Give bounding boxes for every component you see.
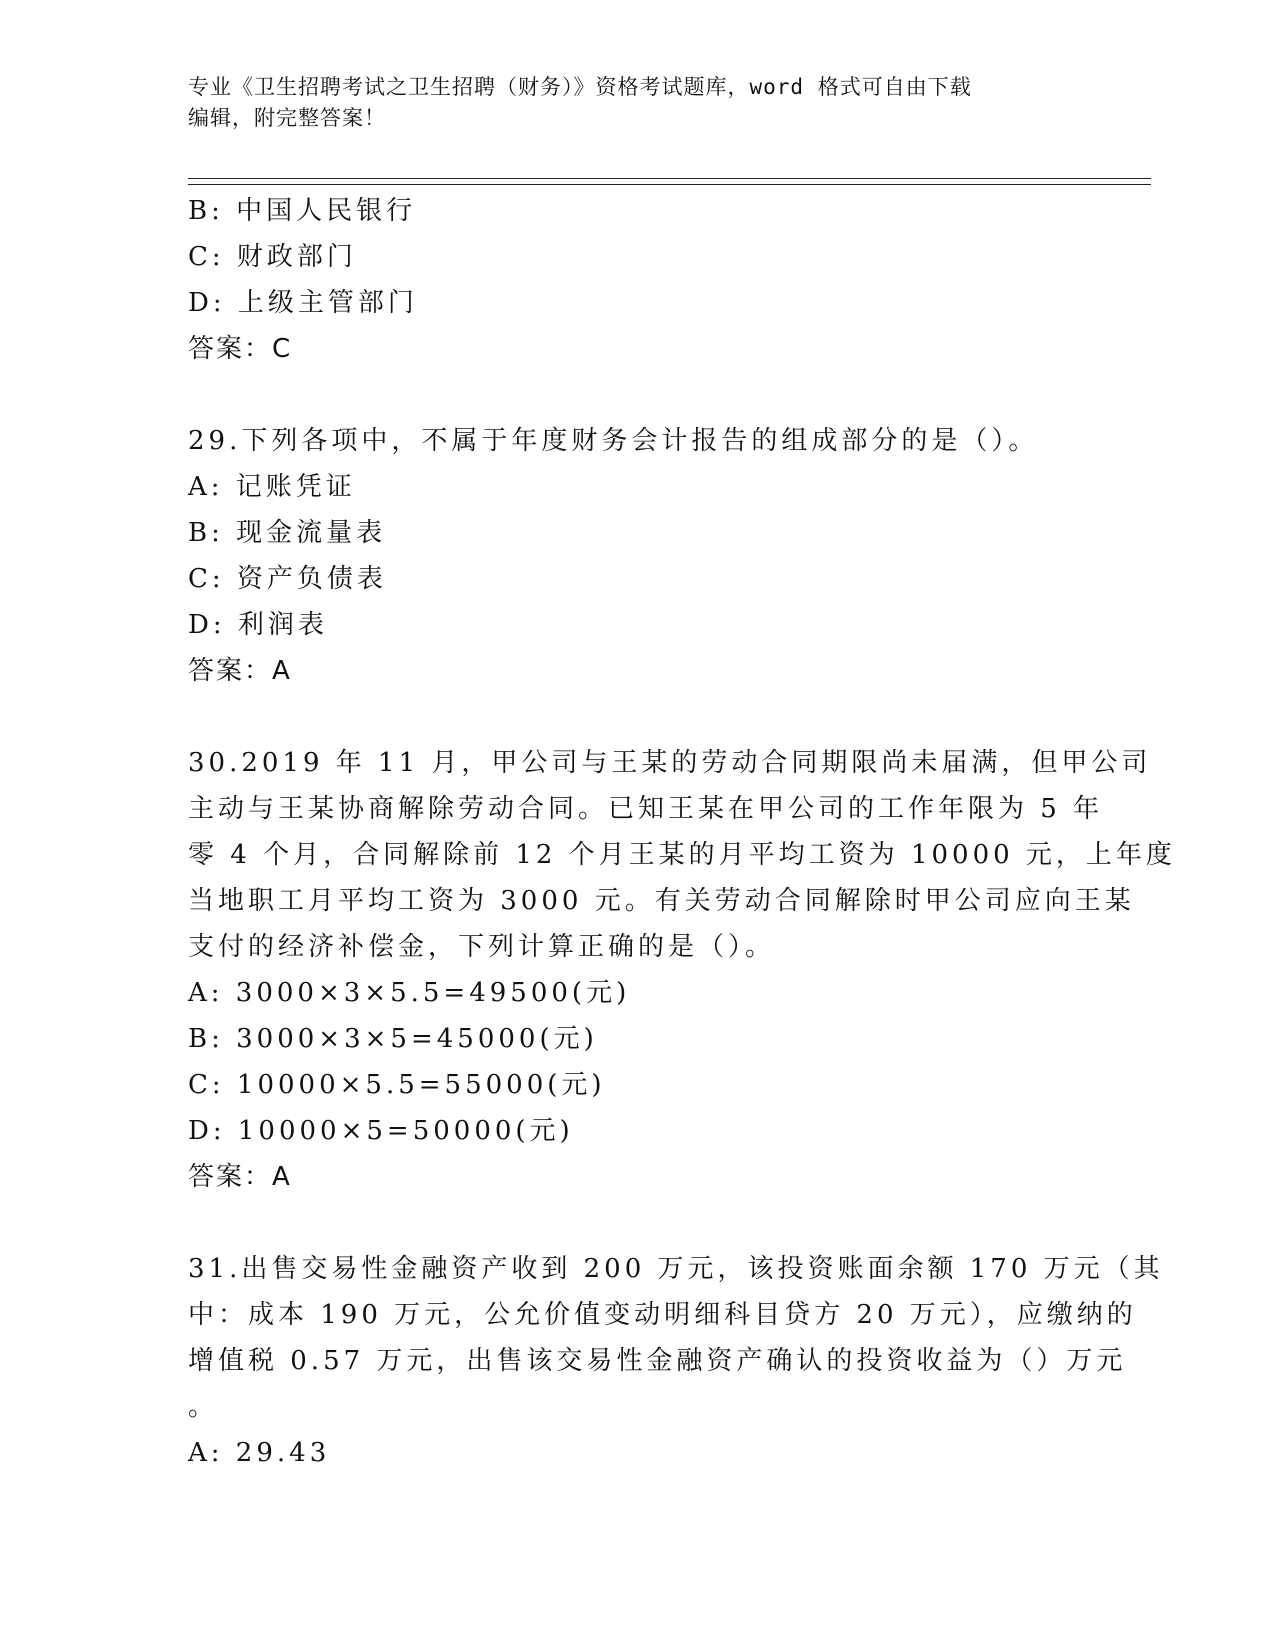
q30-option-a: A: 3000×3×5.5=49500(元) <box>188 978 631 1008</box>
question-31-block <box>188 1246 1164 1476</box>
q28-option-d: D: 上级主管部门 <box>188 288 418 318</box>
q31-option-a: A: 29.43 <box>188 1438 331 1468</box>
q30-stem-line: 30.2019 年 11 月，甲公司与王某的劳动合同期限尚未届满，但甲公司 <box>188 748 1152 778</box>
q29-answer: 答案：A <box>188 656 292 686</box>
document-header <box>188 72 1068 134</box>
q30-stem-line: 支付的经济补偿金，下列计算正确的是（）。 <box>188 932 776 962</box>
q30-stem-line: 主动与王某协商解除劳动合同。已知王某在甲公司的工作年限为 5 年 <box>188 794 1104 824</box>
q31-stem-line: 增值税 0.57 万元，出售该交易性金融资产确认的投资收益为（）万元 <box>188 1346 1127 1376</box>
spacer <box>188 694 1088 740</box>
q28-option-c: C: 财政部门 <box>188 242 357 272</box>
question-content <box>188 188 1176 1476</box>
header-divider-bottom <box>188 184 1151 185</box>
q28-option-b: B: 中国人民银行 <box>188 196 417 226</box>
q29-option-c: C: 资产负债表 <box>188 564 387 594</box>
q29-option-b: B: 现金流量表 <box>188 518 387 548</box>
header-line-1: 专业《卫生招聘考试之卫生招聘（财务）》资格考试题库，word 格式可自由下载 <box>188 75 972 99</box>
q30-answer: 答案：A <box>188 1162 292 1192</box>
q30-stem-line: 零 4 个月，合同解除前 12 个月王某的月平均工资为 10000 元，上年度 <box>188 840 1176 870</box>
q28-answer: 答案：C <box>188 334 293 364</box>
question-30-block <box>188 740 1176 1200</box>
q29-option-d: D: 利润表 <box>188 610 328 640</box>
spacer <box>188 372 1088 418</box>
question-28-block <box>188 188 1088 372</box>
q31-stem-line: 31.出售交易性金融资产收到 200 万元，该投资账面余额 170 万元（其 <box>188 1254 1164 1284</box>
q30-option-b: B: 3000×3×5=45000(元) <box>188 1024 598 1054</box>
q29-stem: 29.下列各项中，不属于年度财务会计报告的组成部分的是（）。 <box>188 426 1039 456</box>
question-29-block <box>188 418 1088 694</box>
q30-stem-line: 当地职工月平均工资为 3000 元。有关劳动合同解除时甲公司应向王某 <box>188 886 1135 916</box>
header-line-2: 编辑，附完整答案！ <box>188 106 386 130</box>
header-divider-top <box>188 178 1151 179</box>
q30-option-d: D: 10000×5=50000(元) <box>188 1116 574 1146</box>
q29-option-a: A: 记账凭证 <box>188 472 356 502</box>
spacer <box>188 1200 1088 1246</box>
q31-stem-line: 。 <box>188 1392 219 1422</box>
q31-stem-line: 中：成本 190 万元，公允价值变动明细科目贷方 20 万元），应缴纳的 <box>188 1300 1137 1330</box>
q30-option-c: C: 10000×5.5=55000(元) <box>188 1070 606 1100</box>
